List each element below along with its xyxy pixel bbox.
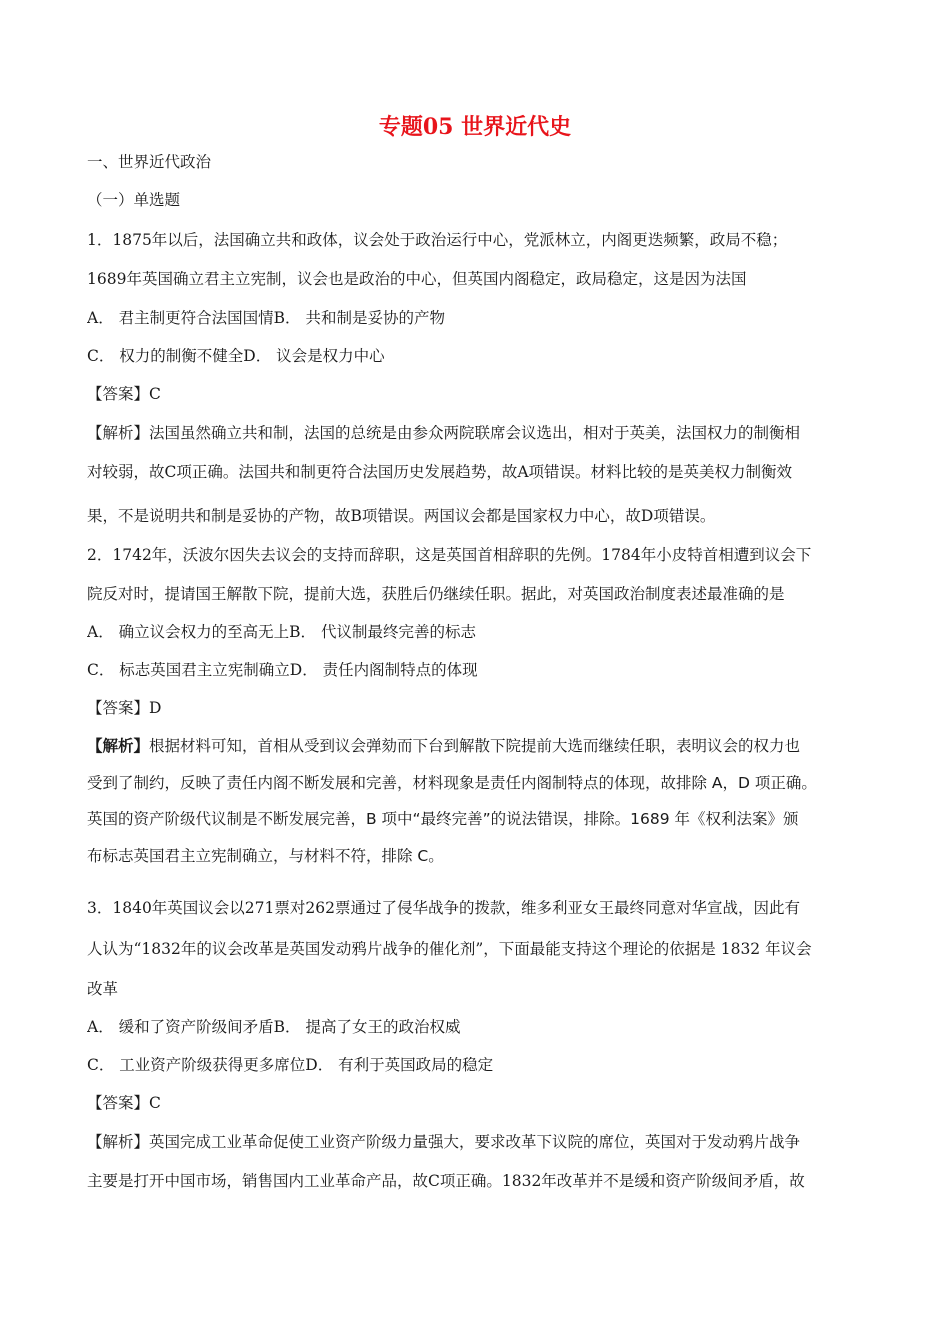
q3-analysis-line-1: 【解析】英国完成工业革命促使工业资产阶级力量强大，要求改革下议院的席位，英国对于发动鸦片战争: [87, 1133, 801, 1151]
analysis-label: 【解析】: [87, 1133, 150, 1151]
answer-value: C: [149, 385, 161, 403]
q3-stem-line-3: 改革: [87, 980, 119, 998]
q1-stem-line-2: 1689年英国确立君主立宪制，议会也是政治的中心，但英国内阁稳定，政局稳定，这是因为法国: [87, 270, 747, 288]
answer-label: 【答案】: [87, 385, 150, 403]
q3-stem-line-1: 3．1840年英国议会以271票对262票通过了侵华战争的拨款，维多利亚女王最终同意对华宣战，因此有: [87, 899, 800, 917]
q2-answer: [87, 697, 877, 719]
q1-analysis-line-2: 对较弱，故C项正确。法国共和制更符合法国历史发展趋势，故A项错误。材料比较的是英美权力制衡效: [87, 463, 793, 481]
section-heading: 一、世界近代政治: [87, 153, 212, 171]
q3-stem-line-2: 人认为“1832年的议会改革是英国发动鸦片战争的催化剂”，下面最能支持这个理论的依据是 1832 年议会: [87, 940, 812, 958]
q1-analysis-line-3: 果，不是说明共和制是妥协的产物，故B项错误。两国议会都是国家权力中心，故D项错误。: [87, 507, 716, 525]
q1-stem-line-1: 1．1875年以后，法国确立共和政体，议会处于政治运行中心，党派林立，内阁更迭频繁，政局不稳；: [87, 231, 788, 249]
q3-option-cd: C． 工业资产阶级获得更多席位D． 有利于英国政局的稳定: [87, 1056, 494, 1074]
analysis-label: 【解析】: [87, 737, 150, 755]
q1-option-cd: C． 权力的制衡不健全D． 议会是权力中心: [87, 347, 385, 365]
q1-option-ab: A． 君主制更符合法国国情B． 共和制是妥协的产物: [87, 309, 445, 327]
q2-analysis-line-2: 受到了制约，反映了责任内阁不断发展和完善，材料现象是责任内阁制特点的体现，故排除 A，D 项正确。: [87, 774, 817, 792]
q2-analysis-line-4: 布标志英国君主立宪制确立，与材料不符，排除 C。: [87, 847, 444, 865]
q2-analysis-line-1: 【解析】根据材料可知，首相从受到议会弹劾而下台到解散下院提前大选而继续任职，表明议会的权力也: [87, 737, 801, 755]
subsection-heading: （一）单选题: [87, 191, 181, 209]
page-title: 专题05 世界近代史: [378, 114, 572, 140]
answer-value: D: [149, 699, 162, 717]
answer-label: 【答案】: [87, 699, 150, 717]
q2-stem-line-1: 2．1742年，沃波尔因失去议会的支持而辞职，这是英国首相辞职的先例。1784年小皮特首相遭到议会下: [87, 546, 812, 564]
q2-analysis-line-3: 英国的资产阶级代议制是不断发展完善，B 项中“最终完善”的说法错误，排除。1689 年《权利法案》颁: [87, 810, 799, 828]
analysis-label: 【解析】: [87, 424, 150, 442]
q2-option-ab: A． 确立议会权力的至高无上B． 代议制最终完善的标志: [87, 623, 476, 641]
q2-option-cd: C． 标志英国君主立宪制确立D． 责任内阁制特点的体现: [87, 661, 478, 679]
q1-analysis-line-1: 【解析】法国虽然确立共和制，法国的总统是由参众两院联席会议选出，相对于英美，法国权力的制衡相: [87, 424, 801, 442]
q1-answer: [87, 383, 877, 405]
q2-stem-line-2: 院反对时，提请国王解散下院，提前大选，获胜后仍继续任职。据此，对英国政治制度表述最准确的是: [87, 585, 785, 603]
answer-value: C: [149, 1094, 161, 1112]
q3-option-ab: A． 缓和了资产阶级间矛盾B． 提高了女王的政治权威: [87, 1018, 461, 1036]
answer-label: 【答案】: [87, 1094, 150, 1112]
q3-answer: [87, 1092, 877, 1114]
q3-analysis-line-2: 主要是打开中国市场，销售国内工业革命产品，故C项正确。1832年改革并不是缓和资产阶级间矛盾，故: [87, 1172, 805, 1190]
